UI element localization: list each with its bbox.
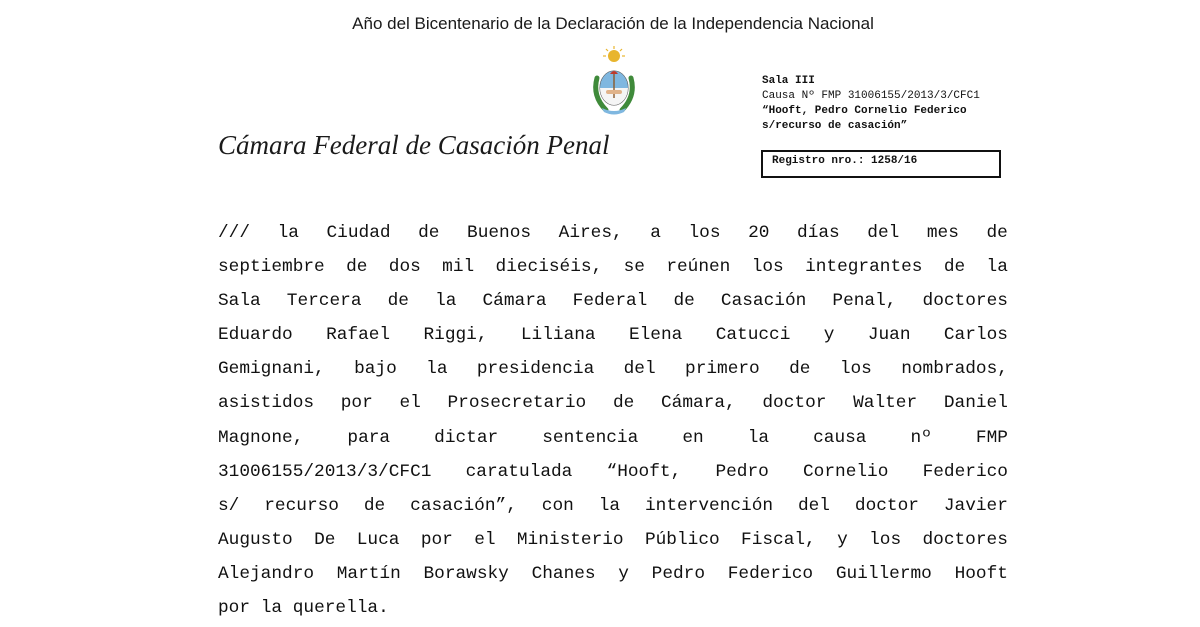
body-word: Eduardo	[218, 325, 293, 346]
body-word: Pedro	[651, 563, 706, 584]
body-word: Cámara,	[660, 393, 736, 414]
body-word: de	[943, 257, 966, 278]
body-word: Magnone,	[218, 427, 304, 448]
body-word: Juan	[867, 325, 911, 346]
body-word: del	[867, 223, 900, 243]
body-line	[218, 386, 1008, 420]
body-word: de	[346, 257, 368, 278]
body-word: Federal	[572, 291, 648, 312]
body-line	[218, 421, 1008, 455]
body-word: Cornelio	[803, 461, 889, 482]
body-line	[218, 250, 1008, 284]
body-line	[218, 591, 1008, 625]
body-word: la	[986, 257, 1008, 278]
body-line	[218, 318, 1008, 352]
body-word: para	[347, 427, 391, 448]
body-word: días	[797, 223, 840, 243]
body-word: doctor	[854, 495, 919, 516]
body-word: Ministerio	[516, 529, 624, 550]
body-word: presidencia	[476, 359, 595, 380]
body-word: en	[682, 427, 704, 448]
body-word: de	[673, 291, 695, 312]
body-word: Carlos	[943, 325, 1008, 346]
body-word: de	[986, 223, 1008, 243]
body-word: Fiscal,	[741, 529, 816, 550]
body-word: caratulada	[465, 461, 573, 482]
body-word: Sala	[218, 291, 261, 312]
body-word: Borawsky	[423, 563, 509, 584]
body-word: los	[869, 529, 902, 550]
body-word: Federico	[727, 563, 814, 584]
body-word: Catucci	[715, 325, 791, 346]
body-word: se	[623, 257, 645, 278]
body-line	[218, 284, 1008, 318]
body-word: doctores	[922, 529, 1008, 550]
body-word: Cámara	[482, 291, 547, 312]
body-word: Hooft	[954, 563, 1008, 584]
body-word: Guillermo	[835, 563, 932, 584]
body-word: dos	[388, 257, 421, 278]
body-word: Martín	[336, 563, 401, 584]
body-word: Tercera	[286, 291, 362, 312]
body-word: y	[823, 325, 835, 346]
body-word: la	[260, 598, 283, 619]
case-header	[762, 74, 1022, 134]
body-word: de	[612, 393, 635, 414]
body-word: los	[839, 359, 872, 380]
body-word: recurso	[264, 495, 339, 516]
case-title-line-1: “Hooft, Pedro Cornelio Federico	[762, 105, 967, 117]
body-word: causa	[813, 427, 867, 448]
body-word: la	[426, 359, 448, 380]
body-word: Público	[644, 529, 720, 550]
body-word: asistidos	[218, 393, 315, 414]
body-word: Riggi,	[423, 325, 488, 346]
body-word: “Hooft,	[606, 461, 682, 482]
body-word: querella.	[292, 598, 389, 619]
body-line	[218, 352, 1008, 386]
argentina-coat-of-arms-icon	[588, 44, 640, 118]
body-word: reúnen	[666, 257, 731, 278]
body-word: doctor	[762, 393, 827, 414]
body-word: dictar	[434, 427, 499, 448]
body-word: la	[277, 223, 299, 243]
year-banner: Año del Bicentenario de la Declaración de la Independencia Nacional	[352, 14, 874, 33]
body-word: mil	[442, 257, 475, 278]
body-word: Alejandro	[218, 563, 315, 584]
body-word: Augusto	[218, 529, 293, 550]
body-word: del	[623, 359, 656, 380]
body-line	[218, 216, 1008, 250]
body-word: mes	[926, 223, 959, 243]
body-word: Ciudad	[326, 223, 391, 243]
body-word: septiembre	[218, 257, 325, 278]
body-word: de	[363, 495, 386, 516]
body-word: Rafael	[326, 325, 391, 346]
body-word: primero	[685, 359, 760, 380]
body-word: Walter	[853, 393, 918, 414]
body-word: Javier	[943, 495, 1008, 516]
body-word: nº	[910, 427, 932, 448]
court-name: Cámara Federal de Casación Penal	[218, 130, 610, 160]
body-word: dieciséis,	[495, 257, 603, 278]
body-word: Penal,	[832, 291, 897, 312]
body-word: De	[314, 529, 336, 550]
body-word: a	[650, 223, 661, 243]
body-word: 20	[748, 223, 770, 243]
body-word: la	[435, 291, 457, 312]
body-word: bajo	[354, 359, 397, 380]
case-title-line-2: s/recurso de casación”	[762, 120, 908, 132]
case-number: Causa Nº FMP 31006155/2013/3/CFC1	[762, 90, 980, 102]
body-word: el	[474, 529, 496, 550]
body-word: por	[340, 393, 373, 414]
body-word: y	[837, 529, 848, 550]
sala-label: Sala III	[762, 75, 815, 87]
body-word: y	[618, 563, 629, 584]
body-word: sentencia	[542, 427, 639, 448]
body-word: intervención	[645, 495, 774, 516]
body-word: Chanes	[531, 563, 596, 584]
body-word: Daniel	[943, 393, 1008, 414]
body-word: de	[387, 291, 409, 312]
body-word: casación”,	[410, 495, 517, 516]
body-word: la	[598, 495, 621, 516]
body-line	[218, 523, 1008, 557]
body-word: Pedro	[715, 461, 769, 482]
body-word: Luca	[356, 529, 400, 550]
body-word: Liliana	[520, 325, 596, 346]
body-word: con	[541, 495, 574, 516]
body-word: Casación	[720, 291, 807, 312]
body-word: doctores	[922, 291, 1008, 312]
body-word: los	[688, 223, 721, 243]
body-word: s/	[218, 495, 240, 516]
body-word: Aires,	[558, 223, 623, 243]
body-word: 31006155/2013/3/CFC1	[218, 461, 432, 482]
body-word: los	[751, 257, 784, 278]
body-word: por	[420, 529, 453, 550]
body-line	[218, 489, 1008, 523]
body-word: ///	[218, 223, 251, 243]
body-word: del	[797, 495, 830, 516]
body-line	[218, 455, 1008, 489]
body-word: de	[418, 223, 440, 243]
body-word: la	[747, 427, 770, 448]
body-word: integrantes	[805, 257, 923, 278]
body-word: el	[399, 393, 421, 414]
body-word: por	[218, 598, 251, 619]
ruling-body-text	[218, 216, 1008, 625]
body-word: Buenos	[467, 223, 532, 243]
body-word: Gemignani,	[218, 359, 325, 380]
registro-box: Registro nro.: 1258/16	[761, 150, 1001, 178]
body-word: Elena	[628, 325, 683, 346]
body-word: nombrados,	[901, 359, 1008, 380]
body-word: Federico	[922, 461, 1008, 482]
body-line	[218, 557, 1008, 591]
body-word: Prosecretario	[447, 393, 587, 414]
body-word: de	[789, 359, 811, 380]
body-word: FMP	[975, 427, 1008, 448]
